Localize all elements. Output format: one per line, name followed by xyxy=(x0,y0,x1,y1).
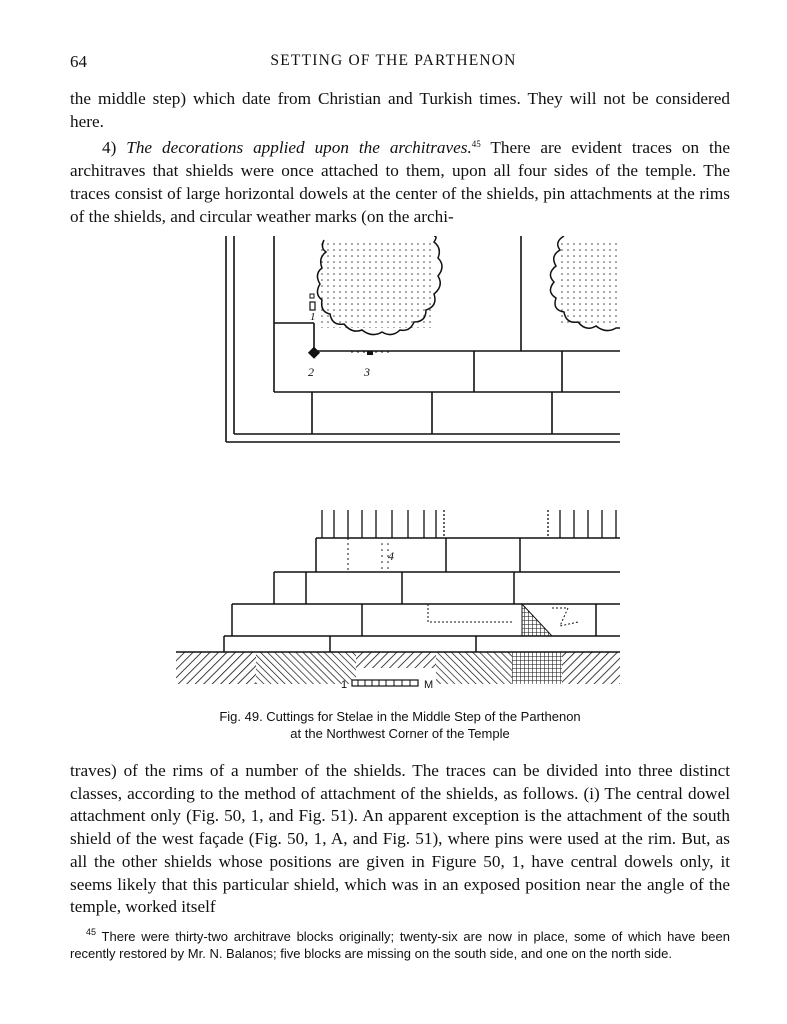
label-1: 1 xyxy=(310,311,316,323)
figure-caption xyxy=(100,708,700,742)
label-3: 3 xyxy=(364,365,370,379)
caption-line-2: at the Northwest Corner of the Temple xyxy=(290,726,510,741)
paragraph-2-heading: The decorations applied upon the architraves. xyxy=(126,138,472,158)
footnote-text xyxy=(70,924,730,962)
caption-line-1: Fig. 49. Cuttings for Stelae in the Middle Step of the Parthenon xyxy=(219,709,581,724)
elevation-view xyxy=(176,510,620,686)
paragraph-1: the middle step) which date from Christian and Turkish times. They will not be considered here. xyxy=(70,89,730,131)
paragraph-2-body: There are evident traces on the architraves that shields were once attached to them, upon all four sides of the temple. The traces consist of large horizontal dowels at the center of the shields, pin attachments at the rims of the shields, and circular weather marks (on the archi- xyxy=(70,138,730,226)
footnote-number: 45 xyxy=(86,927,97,937)
top-text-block xyxy=(70,88,730,228)
paragraph-3: traves) of the rims of a number of the shields. The traces can be divided into three distinct classes, according to the method of attachment of the shields, as follows. (i) The central dowel attachment only (Fig. 50, 1, and Fig. 51). An apparent exception is the attachment of the south shield of the west façade (Fig. 50, 1, A, and Fig. 51), where pins were used at the rim. But, as all the other shields whose positions are given in Figure 50, 1, have central dowels only, it seems likely that this particular shield, which was in an exposed position near the angle of the temple, worked itself xyxy=(70,761,730,917)
figure-49-drawing xyxy=(176,236,624,694)
footnote-body: There were thirty-two architrave blocks originally; twenty-six are now in place, some of which have been recently restored by Mr. N. Balanos; five blocks are missing on the south side, and one on the north side. xyxy=(70,929,730,961)
footnote-45 xyxy=(70,924,730,962)
scale-label-1: 1 xyxy=(341,679,348,691)
label-4: 4 xyxy=(388,549,394,563)
running-title: SETTING OF THE PARTHENON xyxy=(270,52,517,69)
footnote-ref-45: 45 xyxy=(471,139,481,150)
paragraph-2 xyxy=(70,133,730,228)
paragraph-2-number: 4) xyxy=(102,138,127,158)
label-2: 2 xyxy=(308,365,314,379)
plan-view xyxy=(176,236,624,452)
page-number: 64 xyxy=(70,52,87,71)
scale-label-m: M xyxy=(424,679,434,691)
bottom-text-block xyxy=(70,760,730,919)
